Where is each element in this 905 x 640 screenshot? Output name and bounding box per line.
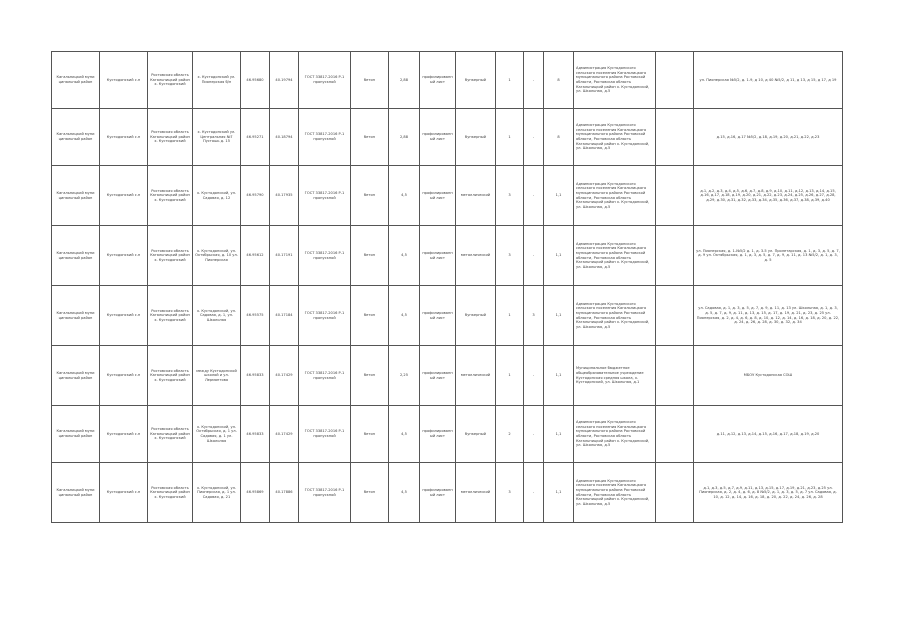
container-type-cell: бункерный: [456, 109, 496, 166]
planned-count-cell: -: [524, 226, 544, 286]
district-cell: Кагальницкий муни ципальный район: [52, 346, 100, 406]
fence-cell: профилированный лист: [420, 52, 456, 109]
surface-cell: бетон: [351, 52, 389, 109]
surface-cell: бетон: [351, 226, 389, 286]
address-cell: х. Кустодонский, ул. Октябрьская, д. 10 ул. Пионерская: [193, 226, 241, 286]
longitude-cell: 40.17429: [270, 406, 299, 463]
area-cell: 2,88: [389, 109, 420, 166]
latitude-cell: 46.95833: [241, 346, 270, 406]
longitude-cell: 40.17184: [270, 286, 299, 346]
fence-cell: профилированный лист: [420, 406, 456, 463]
latitude-cell: 46.95612: [241, 226, 270, 286]
fence-cell: профилированный лист: [420, 286, 456, 346]
served-addresses-cell: д.15, д.16, д.17 №5/2, д.18, д.19, д.20, д.21, д.22, д.23: [694, 109, 843, 166]
planned-count-cell: -: [524, 346, 544, 406]
container-count-cell: 2: [496, 406, 524, 463]
container-count-cell: 3: [496, 166, 524, 226]
standard-cell: ГОСТ 33817-2016 Р-1 пропускной: [299, 286, 351, 346]
area-cell: 2,25: [389, 346, 420, 406]
settlement-cell: Кустодонский с.п: [100, 346, 148, 406]
container-count-cell: 1: [496, 109, 524, 166]
address-cell: х. Кустодонский, ул. Октябрьская, д. 1 ул. Садовая, д. 1 ул. Школьная: [193, 406, 241, 463]
surface-cell: бетон: [351, 346, 389, 406]
area-cell: 4,5: [389, 226, 420, 286]
address-cell: х. Кустодонский, ул. Садовая, д. 1, ул. Школьная: [193, 286, 241, 346]
settlement-cell: Кустодонский с.п: [100, 406, 148, 463]
region-cell: Ростовская область Кагальницкий район х. Кустодонский: [148, 286, 193, 346]
address-cell: х. Кустодонский, ул. Садовая, д. 12: [193, 166, 241, 226]
empty-cell: [656, 406, 694, 463]
region-cell: Ростовская область Кагальницкий район х. Кустодонский: [148, 226, 193, 286]
longitude-cell: 40.17191: [270, 226, 299, 286]
served-addresses-cell: ул. Пионерская, д. 1-№5/2 д. 1, д. 3-5 ул. Пролетарская, д. 1, д. 3, д. 5, д. 7, д. 9 ул. Октябрьская, д. 1, д. 3, д. 5, д. 7, д. 9, д. 11, д. 13 №5/2, д. 1, д. 3, д. 5: [694, 226, 843, 286]
owner-cell: Администрация Кустодонского сельского поселения Кагальницкого муниципального района Ростовской области, Ростовская область Кагальницкий район х. Кустодонский, ул. Школьная, д.5: [574, 463, 656, 523]
table-row: [52, 109, 843, 166]
latitude-cell: 46.95833: [241, 406, 270, 463]
district-cell: Кагальницкий муни ципальный район: [52, 286, 100, 346]
region-cell: Ростовская область Кагальницкий район х. Кустодонский: [148, 346, 193, 406]
settlement-cell: Кустодонский с.п: [100, 286, 148, 346]
container-count-cell: 3: [496, 226, 524, 286]
table-row: [52, 286, 843, 346]
latitude-cell: 46.95869: [241, 463, 270, 523]
container-count-cell: 1: [496, 346, 524, 406]
served-addresses-cell: д.11, д.12, д.13, д.14, д.15, д.16, д.17, д.18, д.19, д.20: [694, 406, 843, 463]
address-cell: х. Кустодонский, ул. Пионерская, д. 1 ул. Садовая, д. 21: [193, 463, 241, 523]
surface-cell: бетон: [351, 286, 389, 346]
area-cell: 4,5: [389, 406, 420, 463]
area-cell: 4,5: [389, 463, 420, 523]
owner-cell: Администрация Кустодонского сельского поселения Кагальницкого муниципального района Ростовской области, Ростовская область Кагальницкий район х. Кустодонский, ул. Школьная, д.5: [574, 52, 656, 109]
standard-cell: ГОСТ 33817-2016 Р-1 пропускной: [299, 109, 351, 166]
served-addresses-cell: д.1, д.2, д.3, д.4, д.5, д.6, д.7, д.8, д.9, д.10, д.11, д.12, д.13, д.14, д.15, д.16, д.17, д.18, д.19, д.20, д.21, д.22, д.23, д.24, д.25, д.26, д.27, д.28, д.29, д.30, д.31, д.32, д.33, д.34, д.35, д.36, д.37, д.38, д.39, д.40: [694, 166, 843, 226]
empty-cell: [656, 166, 694, 226]
longitude-cell: 40.17429: [270, 346, 299, 406]
owner-cell: Администрация Кустодонского сельского поселения Кагальницкого муниципального района Ростовской области, Ростовская область Кагальницкий район х. Кустодонский, ул. Школьная, д.5: [574, 109, 656, 166]
district-cell: Кагальницкий муни ципальный район: [52, 406, 100, 463]
empty-cell: [656, 286, 694, 346]
latitude-cell: 46.95790: [241, 166, 270, 226]
longitude-cell: 40.18794: [270, 109, 299, 166]
served-addresses-cell: ул. Садовая, д. 1, д. 3, д. 5, д. 7, д. 9, д. 11, д. 13 ул. Школьная, д. 1, д. 3, д. 5, д. 7, д. 9, д. 11, д. 13, д. 15, д. 17, д. 19, д. 21, д. 23, д. 25 ул. Пионерская, д. 2, д. 4, д. 6, д. 8, д. 10, д. 12, д. 14, д. 16, д. 18, д. 20, д. 22, д. 24, д. 26, д. 28, д. 30, д. 32, д. 34: [694, 286, 843, 346]
empty-cell: [656, 52, 694, 109]
latitude-cell: 46.95680: [241, 52, 270, 109]
area-cell: 4,5: [389, 286, 420, 346]
region-cell: Ростовская область Кагальницкий район х. Кустодонский: [148, 52, 193, 109]
container-type-cell: металлический: [456, 346, 496, 406]
served-addresses-cell: МБОУ Кустодонская СОШ: [694, 346, 843, 406]
latitude-cell: 46.95575: [241, 286, 270, 346]
district-cell: Кагальницкий муни ципальный район: [52, 52, 100, 109]
longitude-cell: 40.17935: [270, 166, 299, 226]
fence-cell: профилированный лист: [420, 166, 456, 226]
address-cell: х. Кустодонский ул. Пионерская б/н: [193, 52, 241, 109]
longitude-cell: 40.17886: [270, 463, 299, 523]
standard-cell: ГОСТ 33817-2016 Р-1 пропускной: [299, 52, 351, 109]
table-row: [52, 463, 843, 523]
owner-cell: Администрация Кустодонского сельского поселения Кагальницкого муниципального района Ростовской области, Ростовская область Кагальницкий район х. Кустодонский, ул. Школьная, д.5: [574, 166, 656, 226]
address-cell: х. Кустодонский ул. Центральная №7 Пустошь д. 15: [193, 109, 241, 166]
settlement-cell: Кустодонский с.п: [100, 109, 148, 166]
district-cell: Кагальницкий муни ципальный район: [52, 109, 100, 166]
container-type-cell: металлический: [456, 226, 496, 286]
volume-cell: 1,1: [544, 406, 574, 463]
longitude-cell: 40.19794: [270, 52, 299, 109]
standard-cell: ГОСТ 33817-2016 Р-1 пропускной: [299, 226, 351, 286]
fence-cell: профилированный лист: [420, 109, 456, 166]
standard-cell: ГОСТ 33817-2016 Р-1 пропускной: [299, 166, 351, 226]
container-count-cell: 1: [496, 52, 524, 109]
area-cell: 4,5: [389, 166, 420, 226]
container-type-cell: бункерный: [456, 52, 496, 109]
standard-cell: ГОСТ 33817-2016 Р-1 пропускной: [299, 406, 351, 463]
table-row: [52, 226, 843, 286]
owner-cell: Администрация Кустодонского сельского поселения Кагальницкого муниципального района Ростовской области, Ростовская область Кагальницкий район х. Кустодонский, ул. Школьная, д.5: [574, 226, 656, 286]
fence-cell: профилированный лист: [420, 346, 456, 406]
owner-cell: Администрация Кустодонского сельского поселения Кагальницкого муниципального района Ростовской области, Ростовская область Кагальницкий район х. Кустодонский, ул. Школьная, д.5: [574, 286, 656, 346]
volume-cell: 8: [544, 52, 574, 109]
region-cell: Ростовская область Кагальницкий район х. Кустодонский: [148, 166, 193, 226]
volume-cell: 1,1: [544, 226, 574, 286]
address-cell: между Кустодонской школой и ул. Лермонтова: [193, 346, 241, 406]
table-row: [52, 406, 843, 463]
region-cell: Ростовская область Кагальницкий район х. Кустодонский: [148, 109, 193, 166]
planned-count-cell: -: [524, 406, 544, 463]
standard-cell: ГОСТ 33817-2016 Р-1 пропускной: [299, 346, 351, 406]
surface-cell: бетон: [351, 109, 389, 166]
container-count-cell: 3: [496, 463, 524, 523]
settlement-cell: Кустодонский с.п: [100, 463, 148, 523]
empty-cell: [656, 226, 694, 286]
settlement-cell: Кустодонский с.п: [100, 226, 148, 286]
served-addresses-cell: ул. Пионерская №5/2, д. 1-9, д 10, д 40 №5/2, д 11, д 13, д 15, д 17, д 19: [694, 52, 843, 109]
empty-cell: [656, 463, 694, 523]
volume-cell: 1,1: [544, 166, 574, 226]
district-cell: Кагальницкий муни ципальный район: [52, 166, 100, 226]
planned-count-cell: 3: [524, 286, 544, 346]
district-cell: Кагальницкий муни ципальный район: [52, 226, 100, 286]
district-cell: Кагальницкий муни ципальный район: [52, 463, 100, 523]
settlement-cell: Кустодонский с.п: [100, 52, 148, 109]
planned-count-cell: -: [524, 52, 544, 109]
table-row: [52, 346, 843, 406]
surface-cell: бетон: [351, 406, 389, 463]
volume-cell: 1,1: [544, 346, 574, 406]
standard-cell: ГОСТ 33817-2016 Р-1 пропускной: [299, 463, 351, 523]
container-type-cell: бункерный: [456, 406, 496, 463]
table-row: [52, 52, 843, 109]
settlement-cell: Кустодонский с.п: [100, 166, 148, 226]
container-site-registry-table: [51, 51, 843, 523]
planned-count-cell: -: [524, 109, 544, 166]
area-cell: 2,88: [389, 52, 420, 109]
volume-cell: 8: [544, 109, 574, 166]
surface-cell: бетон: [351, 166, 389, 226]
planned-count-cell: -: [524, 463, 544, 523]
surface-cell: бетон: [351, 463, 389, 523]
empty-cell: [656, 109, 694, 166]
owner-cell: Администрация Кустодонского сельского поселения Кагальницкого муниципального района Ростовской области, Ростовская область Кагальницкий район х. Кустодонский, ул. Школьная, д.5: [574, 406, 656, 463]
owner-cell: Муниципальное бюджетное общеобразовательное учреждение Кустодонская средняя школа, х. Кустодонский, ул. Школьная, д.1: [574, 346, 656, 406]
table-row: [52, 166, 843, 226]
volume-cell: 1,1: [544, 463, 574, 523]
region-cell: Ростовская область Кагальницкий район х. Кустодонский: [148, 463, 193, 523]
container-type-cell: металлический: [456, 463, 496, 523]
container-type-cell: бункерный: [456, 286, 496, 346]
container-type-cell: металлический: [456, 166, 496, 226]
fence-cell: профилированный лист: [420, 226, 456, 286]
empty-cell: [656, 346, 694, 406]
container-count-cell: 1: [496, 286, 524, 346]
latitude-cell: 46.95271: [241, 109, 270, 166]
region-cell: Ростовская область Кагальницкий район х. Кустодонский: [148, 406, 193, 463]
planned-count-cell: -: [524, 166, 544, 226]
volume-cell: 1,1: [544, 286, 574, 346]
fence-cell: профилированный лист: [420, 463, 456, 523]
served-addresses-cell: д.1, д.3, д.5, д.7, д.9, д.11, д.13, д.15, д.17, д.19, д.21, д.23, д.25 ул. Пионерская, д. 2, д. 4, д. 6, д. 8 №5/2, д. 1, д. 3, д. 5, д. 7 ул. Садовая, д. 10, д. 12, д. 14, д. 16, д. 18, д. 20, д. 22, д. 24, д. 26, д. 28: [694, 463, 843, 523]
